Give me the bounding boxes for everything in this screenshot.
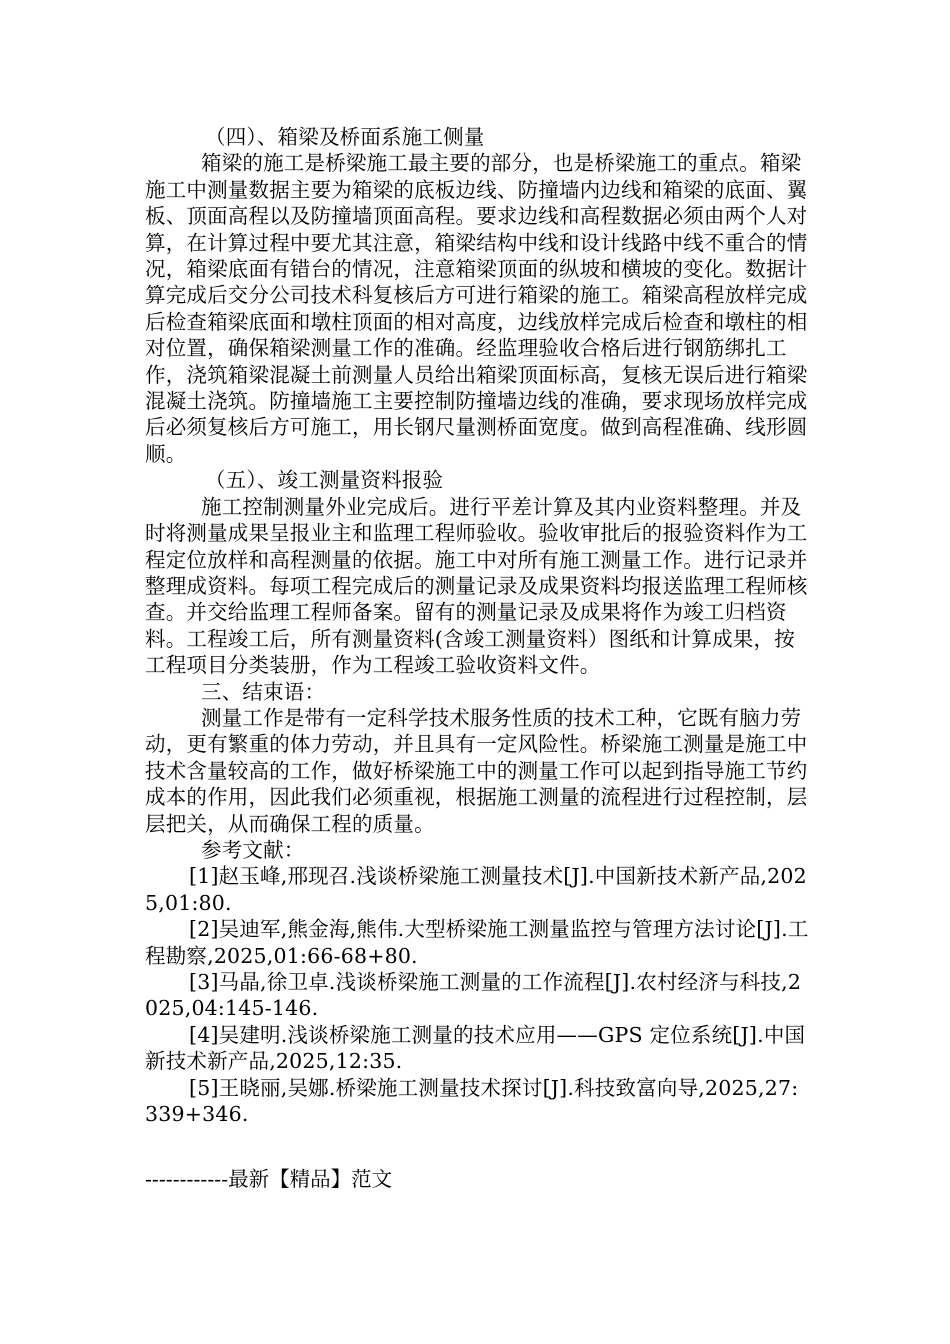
references-heading: 参考文献： (201, 837, 305, 862)
reference-item-3: [3]马晶,徐卫卓.浅谈桥梁施工测量的工作流程[J].农村经济与科技,2025,04:145-146. (145, 970, 802, 1021)
reference-item-4: [4]吴建明.浅谈桥梁施工测量的技术应用——GPS 定位系统[J].中国新技术新产品,2025,12:35. (145, 1022, 806, 1074)
section-paragraph-5: 施工控制测量外业完成后。进行平差计算及其内业资料整理。并及时将测量成果呈报业主和监理工程师验收。验收审批后的报验资料作为工程定位放样和高程测量的依据。施工中对所有施工测量工作。进行记录并整理成资料。每项工程完成后的测量记录及成果资料均报送监理工程师核查。并交给监理工程师备案。留有的测量记录及成果将作为竣工归档资料。工程竣工后，所有测量资料(含竣工测量资料）图纸和计算成果，按工程项目分类装册，作为工程竣工验收资料文件。 (145, 494, 808, 678)
reference-item-5: [5]王晓丽,吴娜.桥梁施工测量技术探讨[J].科技致富向导,2025,27:339+346. (145, 1075, 799, 1127)
conclusion-heading: 三、结束语： (201, 679, 326, 704)
footer-watermark-text: ------------最新【精品】范文 (145, 1167, 393, 1191)
section-heading-4: （四）、箱梁及桥面系施工侧量 (205, 125, 485, 149)
section-heading-5: （五）、竣工测量资料报验 (205, 468, 444, 493)
document-body (145, 124, 810, 1127)
reference-item-2: [2]吴迪军,熊金海,熊伟.大型桥梁施工测量监控与管理方法讨论[J].工程勘察,2025,01:66-68+80. (145, 917, 809, 968)
conclusion-paragraph: 测量工作是带有一定科学技术服务性质的技术工种，它既有脑力劳动，更有繁重的体力劳动，并且具有一定风险性。桥梁施工测量是施工中技术含量较高的工作，做好桥梁施工中的测量工作可以起到指导施工节约成本的作用，因此我们必须重视，根据施工测量的流程进行过程控制，层层把关，从而确保工程的质量。 (145, 705, 808, 836)
section-paragraph-4: 箱梁的施工是桥梁施工最主要的部分，也是桥梁施工的重点。箱梁施工中测量数据主要为箱梁的底板边线、防撞墙内边线和箱梁的底面、翼板、顶面高程以及防撞墙顶面高程。要求边线和高程数据必须由两个人对算，在计算过程中要尤其注意，箱梁结构中线和设计线路中线不重合的情况，箱梁底面有错台的情况，注意箱梁顶面的纵坡和横坡的变化。数据计算完成后交分公司技术科复核后方可进行箱梁的施工。箱梁高程放样完成后检查箱梁底面和墩柱顶面的相对高度，边线放样完成后检查和墩柱的相对位置，确保箱梁测量工作的准确。经监理验收合格后进行钢筋绑扎工作，浇筑箱梁混凝土前测量人员给出箱梁顶面标高，复核无误后进行箱梁混凝土浇筑。防撞墙施工主要控制防撞墙边线的准确，要求现场放样完成后必须复核后方可施工，用长钢尺量测桥面宽度。做到高程准确、线形圆顺。 (145, 151, 808, 466)
reference-item-1: [1]赵玉峰,邢现召.浅谈桥梁施工测量技术[J].中国新技术新产品,2025,01:80. (145, 864, 807, 915)
